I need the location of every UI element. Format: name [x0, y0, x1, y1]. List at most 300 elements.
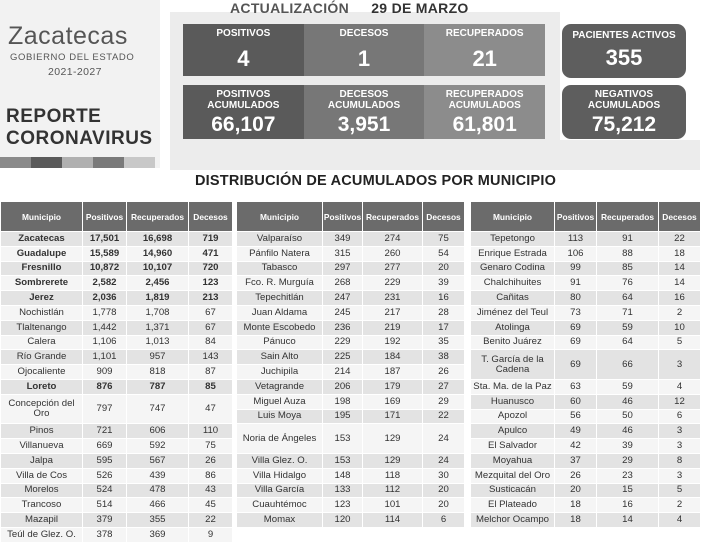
recovered-count: 59 — [597, 320, 659, 335]
table-row — [471, 379, 701, 394]
positive-count: 1,442 — [83, 320, 127, 335]
table-row — [471, 424, 701, 439]
table-row — [237, 320, 465, 335]
recovered-count: 747 — [127, 394, 189, 424]
positive-count: 245 — [323, 305, 363, 320]
positive-count: 268 — [323, 276, 363, 291]
municipality-name: Luis Moya — [237, 409, 323, 424]
positive-count: 349 — [323, 232, 363, 247]
positive-count: 18 — [555, 498, 597, 513]
deaths-count: 20 — [423, 261, 465, 276]
positive-count: 63 — [555, 379, 597, 394]
deaths-count: 39 — [423, 276, 465, 291]
deaths-count: 6 — [659, 409, 701, 424]
recovered-count: 23 — [597, 468, 659, 483]
positive-count: 2,036 — [83, 291, 127, 306]
deaths-count: 84 — [189, 335, 233, 350]
brand-color-bar — [0, 157, 155, 168]
municipality-name: Fco. R. Murguía — [237, 276, 323, 291]
recovered-count: 14 — [597, 513, 659, 528]
table-row — [471, 305, 701, 320]
deaths-count: 3 — [659, 468, 701, 483]
municipality-name: Pinos — [1, 424, 83, 439]
table-row — [237, 305, 465, 320]
daily-recovered-value: 21 — [472, 46, 497, 71]
municipality-name: Genaro Codina — [471, 261, 555, 276]
positive-count: 378 — [83, 527, 127, 542]
recovered-count: 466 — [127, 498, 189, 513]
municipality-name: Huanusco — [471, 394, 555, 409]
municipality-name: Noria de Ángeles — [237, 424, 323, 454]
deaths-count: 26 — [423, 365, 465, 380]
municipality-name: Ojocaliente — [1, 365, 83, 380]
recovered-count: 46 — [597, 424, 659, 439]
distribution-title: DISTRIBUCIÓN DE ACUMULADOS POR MUNICIPIO — [195, 173, 557, 189]
municipality-name: Villa García — [237, 483, 323, 498]
positive-count: 206 — [323, 379, 363, 394]
deaths-count: 35 — [423, 335, 465, 350]
positive-count: 153 — [323, 424, 363, 454]
color-bar-segment — [93, 157, 124, 168]
table-row — [471, 498, 701, 513]
color-bar-segment — [0, 157, 31, 168]
municipality-name: Villa Hidalgo — [237, 468, 323, 483]
table-row — [1, 513, 233, 528]
positive-count: 113 — [555, 232, 597, 247]
table-row — [237, 365, 465, 380]
header-background-right — [485, 140, 700, 170]
table-row — [471, 453, 701, 468]
deaths-count: 8 — [659, 453, 701, 468]
acc-recovered — [424, 85, 545, 139]
municipality-name: Fresnillo — [1, 261, 83, 276]
table-row — [1, 468, 233, 483]
municipality-name: Calera — [1, 335, 83, 350]
deaths-count: 4 — [659, 513, 701, 528]
daily-deaths — [304, 24, 425, 76]
deaths-count: 24 — [423, 453, 465, 468]
deaths-count: 719 — [189, 232, 233, 247]
municipality-name: Sombrerete — [1, 276, 83, 291]
positive-count: 595 — [83, 453, 127, 468]
acc-positive — [183, 85, 304, 139]
municipality-name: Cañitas — [471, 291, 555, 306]
recovered-count: 818 — [127, 365, 189, 380]
table-row — [237, 350, 465, 365]
recovered-count: 64 — [597, 291, 659, 306]
municipality-name: Mezquital del Oro — [471, 468, 555, 483]
recovered-count: 71 — [597, 305, 659, 320]
col-municipio: Municipio — [237, 202, 323, 232]
table-row — [237, 468, 465, 483]
municipality-name: Miguel Auza — [237, 394, 323, 409]
municipality-name: Villa de Cos — [1, 468, 83, 483]
table-row — [1, 320, 233, 335]
col-municipio: Municipio — [471, 202, 555, 232]
recovered-count: 15 — [597, 483, 659, 498]
recovered-count: 1,708 — [127, 305, 189, 320]
positive-count: 123 — [323, 498, 363, 513]
positive-count: 225 — [323, 350, 363, 365]
positive-count: 26 — [555, 468, 597, 483]
positive-count: 236 — [323, 320, 363, 335]
deaths-count: 213 — [189, 291, 233, 306]
daily-stats-pill — [183, 24, 545, 76]
daily-positive — [183, 24, 304, 76]
table-row — [237, 394, 465, 409]
daily-deaths-label: DECESOS — [339, 28, 389, 39]
table-row — [471, 291, 701, 306]
table-row — [237, 335, 465, 350]
deaths-count: 5 — [659, 483, 701, 498]
positive-count: 37 — [555, 453, 597, 468]
table-row — [1, 232, 233, 247]
acc-deaths-label: DECESOS ACUMULADOS — [327, 89, 401, 111]
municipality-name: Momax — [237, 513, 323, 528]
positive-count: 669 — [83, 439, 127, 454]
municipality-name: Jalpa — [1, 453, 83, 468]
deaths-count: 85 — [189, 379, 233, 394]
deaths-count: 86 — [189, 468, 233, 483]
municipality-name: El Salvador — [471, 439, 555, 454]
deaths-count: 22 — [189, 513, 233, 528]
table-row — [237, 246, 465, 261]
positive-count: 20 — [555, 483, 597, 498]
active-patients-label: PACIENTES ACTIVOS — [572, 30, 676, 41]
col-positivos: Positivos — [555, 202, 597, 232]
positive-count: 909 — [83, 365, 127, 380]
acc-positive-label: POSITIVOS ACUMULADOS — [207, 89, 280, 111]
positive-count: 153 — [323, 453, 363, 468]
deaths-count: 10 — [659, 320, 701, 335]
brand-panel — [0, 0, 160, 168]
municipality-name: Concepción del Oro — [1, 394, 83, 424]
recovered-count: 88 — [597, 246, 659, 261]
negatives-value: 75,212 — [591, 113, 657, 136]
deaths-count: 29 — [423, 394, 465, 409]
municipality-name: Río Grande — [1, 350, 83, 365]
municipality-name: Pánuco — [237, 335, 323, 350]
municipality-name: Chalchihuites — [471, 276, 555, 291]
positive-count: 797 — [83, 394, 127, 424]
deaths-count: 26 — [189, 453, 233, 468]
municipality-name: Benito Juárez — [471, 335, 555, 350]
recovered-count: 187 — [363, 365, 423, 380]
report-title-line1: REPORTE — [6, 106, 102, 127]
color-bar-segment — [62, 157, 93, 168]
recovered-count: 118 — [363, 468, 423, 483]
table-row — [471, 335, 701, 350]
table-row — [1, 527, 233, 542]
table-row — [237, 232, 465, 247]
recovered-count: 192 — [363, 335, 423, 350]
positive-count: 69 — [555, 335, 597, 350]
deaths-count: 30 — [423, 468, 465, 483]
col-decesos: Decesos — [423, 202, 465, 232]
table-row — [471, 276, 701, 291]
positive-count: 120 — [323, 513, 363, 528]
municipality-name: Villa Glez. O. — [237, 453, 323, 468]
deaths-count: 54 — [423, 246, 465, 261]
table-row — [1, 498, 233, 513]
table-row — [1, 394, 233, 424]
positive-count: 1,101 — [83, 350, 127, 365]
table-row — [1, 365, 233, 380]
deaths-count: 110 — [189, 424, 233, 439]
municipality-name: Atolinga — [471, 320, 555, 335]
deaths-count: 4 — [659, 379, 701, 394]
positive-count: 17,501 — [83, 232, 127, 247]
recovered-count: 217 — [363, 305, 423, 320]
municipality-table-2 — [236, 201, 465, 528]
recovered-count: 439 — [127, 468, 189, 483]
municipality-name: Morelos — [1, 483, 83, 498]
deaths-count: 22 — [659, 232, 701, 247]
positive-count: 195 — [323, 409, 363, 424]
positive-count: 514 — [83, 498, 127, 513]
table-row — [1, 453, 233, 468]
recovered-count: 169 — [363, 394, 423, 409]
col-recuperados: Recuperados — [127, 202, 189, 232]
table-row — [237, 483, 465, 498]
col-decesos: Decesos — [189, 202, 233, 232]
municipality-name: El Plateado — [471, 498, 555, 513]
deaths-count: 28 — [423, 305, 465, 320]
recovered-count: 50 — [597, 409, 659, 424]
brand-subtitle: GOBIERNO DEL ESTADO — [10, 52, 135, 63]
municipality-name: Jiménez del Teul — [471, 305, 555, 320]
positive-count: 1,106 — [83, 335, 127, 350]
table-row — [471, 261, 701, 276]
active-patients-box — [562, 24, 686, 78]
report-title-line2: CORONAVIRUS — [6, 128, 153, 149]
positive-count: 229 — [323, 335, 363, 350]
recovered-count: 355 — [127, 513, 189, 528]
brand-period: 2021-2027 — [48, 66, 102, 78]
col-recuperados: Recuperados — [363, 202, 423, 232]
table-row — [471, 483, 701, 498]
municipality-name: Jerez — [1, 291, 83, 306]
positive-count: 91 — [555, 276, 597, 291]
positive-count: 2,582 — [83, 276, 127, 291]
deaths-count: 14 — [659, 276, 701, 291]
municipality-name: Cuauhtémoc — [237, 498, 323, 513]
positive-count: 42 — [555, 439, 597, 454]
municipality-name: Apozol — [471, 409, 555, 424]
table-row — [471, 439, 701, 454]
positive-count: 297 — [323, 261, 363, 276]
municipality-name: Juan Aldama — [237, 305, 323, 320]
municipality-name: Tabasco — [237, 261, 323, 276]
table-row — [237, 261, 465, 276]
recovered-count: 1,371 — [127, 320, 189, 335]
table-row — [471, 320, 701, 335]
municipality-name: Melchor Ocampo — [471, 513, 555, 528]
municipality-name: Villanueva — [1, 439, 83, 454]
deaths-count: 20 — [423, 498, 465, 513]
municipality-name: Monte Escobedo — [237, 320, 323, 335]
recovered-count: 277 — [363, 261, 423, 276]
table-row — [1, 276, 233, 291]
recovered-count: 64 — [597, 335, 659, 350]
positive-count: 73 — [555, 305, 597, 320]
color-bar-segment — [31, 157, 62, 168]
recovered-count: 112 — [363, 483, 423, 498]
deaths-count: 3 — [659, 424, 701, 439]
positive-count: 148 — [323, 468, 363, 483]
daily-deaths-value: 1 — [357, 46, 371, 71]
recovered-count: 10,107 — [127, 261, 189, 276]
municipality-name: Tlaltenango — [1, 320, 83, 335]
negatives-box — [562, 85, 686, 139]
deaths-count: 16 — [659, 291, 701, 306]
table-row — [1, 246, 233, 261]
acc-positive-value: 66,107 — [211, 113, 276, 136]
municipality-name: T. García de la Cadena — [471, 350, 555, 380]
recovered-count: 957 — [127, 350, 189, 365]
positive-count: 15,589 — [83, 246, 127, 261]
update-label: ACTUALIZACIÓN — [230, 0, 349, 16]
positive-count: 60 — [555, 394, 597, 409]
col-municipio: Municipio — [1, 202, 83, 232]
table-row — [237, 513, 465, 528]
table-row — [471, 513, 701, 528]
table-row — [1, 424, 233, 439]
positive-count: 99 — [555, 261, 597, 276]
deaths-count: 67 — [189, 320, 233, 335]
deaths-count: 14 — [659, 261, 701, 276]
deaths-count: 38 — [423, 350, 465, 365]
municipality-name: Guadalupe — [1, 246, 83, 261]
table-row — [471, 409, 701, 424]
municipality-name: Apulco — [471, 424, 555, 439]
positive-count: 379 — [83, 513, 127, 528]
positive-count: 49 — [555, 424, 597, 439]
table-row — [1, 379, 233, 394]
acc-deaths-value: 3,951 — [337, 113, 391, 136]
positive-count: 133 — [323, 483, 363, 498]
municipality-name: Tepechitlán — [237, 291, 323, 306]
table-row — [471, 468, 701, 483]
municipality-name: Moyahua — [471, 453, 555, 468]
recovered-count: 16 — [597, 498, 659, 513]
deaths-count: 45 — [189, 498, 233, 513]
deaths-count: 16 — [423, 291, 465, 306]
municipality-name: Enrique Estrada — [471, 246, 555, 261]
deaths-count: 43 — [189, 483, 233, 498]
table-row — [1, 335, 233, 350]
deaths-count: 67 — [189, 305, 233, 320]
recovered-count: 219 — [363, 320, 423, 335]
deaths-count: 3 — [659, 350, 701, 380]
col-positivos: Positivos — [323, 202, 363, 232]
municipality-name: Mazapil — [1, 513, 83, 528]
recovered-count: 114 — [363, 513, 423, 528]
daily-recovered — [424, 24, 545, 76]
table-row — [1, 483, 233, 498]
municipality-table-1 — [0, 201, 233, 543]
positive-count: 1,778 — [83, 305, 127, 320]
deaths-count: 2 — [659, 305, 701, 320]
active-patients-value: 355 — [605, 45, 643, 70]
update-date: 29 DE MARZO — [371, 0, 469, 16]
recovered-count: 16,698 — [127, 232, 189, 247]
positive-count: 876 — [83, 379, 127, 394]
deaths-count: 5 — [659, 335, 701, 350]
municipality-name: Tepetongo — [471, 232, 555, 247]
recovered-count: 46 — [597, 394, 659, 409]
deaths-count: 6 — [423, 513, 465, 528]
table-row — [237, 276, 465, 291]
deaths-count: 27 — [423, 379, 465, 394]
table-row — [237, 291, 465, 306]
recovered-count: 184 — [363, 350, 423, 365]
table-row — [1, 291, 233, 306]
daily-recovered-label: RECUPERADOS — [445, 28, 524, 39]
recovered-count: 592 — [127, 439, 189, 454]
deaths-count: 22 — [423, 409, 465, 424]
positive-count: 56 — [555, 409, 597, 424]
recovered-count: 787 — [127, 379, 189, 394]
recovered-count: 14,960 — [127, 246, 189, 261]
table-row — [471, 246, 701, 261]
deaths-count: 17 — [423, 320, 465, 335]
municipality-name: Zacatecas — [1, 232, 83, 247]
recovered-count: 171 — [363, 409, 423, 424]
deaths-count: 20 — [423, 483, 465, 498]
recovered-count: 91 — [597, 232, 659, 247]
recovered-count: 66 — [597, 350, 659, 380]
deaths-count: 2 — [659, 498, 701, 513]
recovered-count: 229 — [363, 276, 423, 291]
daily-positive-value: 4 — [237, 46, 250, 71]
recovered-count: 179 — [363, 379, 423, 394]
municipality-name: Teúl de Glez. O. — [1, 527, 83, 542]
recovered-count: 1,819 — [127, 291, 189, 306]
recovered-count: 1,013 — [127, 335, 189, 350]
table-row — [471, 232, 701, 247]
daily-positive-label: POSITIVOS — [216, 28, 271, 39]
positive-count: 247 — [323, 291, 363, 306]
municipality-name: Susticacán — [471, 483, 555, 498]
positive-count: 69 — [555, 320, 597, 335]
acc-deaths — [304, 85, 425, 139]
deaths-count: 75 — [189, 439, 233, 454]
recovered-count: 478 — [127, 483, 189, 498]
positive-count: 524 — [83, 483, 127, 498]
positive-count: 80 — [555, 291, 597, 306]
recovered-count: 369 — [127, 527, 189, 542]
deaths-count: 3 — [659, 439, 701, 454]
municipality-name: Trancoso — [1, 498, 83, 513]
table-row — [1, 439, 233, 454]
table-row — [1, 305, 233, 320]
municipality-table-3 — [470, 201, 701, 528]
table-row — [237, 424, 465, 454]
positive-count: 10,872 — [83, 261, 127, 276]
recovered-count: 260 — [363, 246, 423, 261]
recovered-count: 129 — [363, 424, 423, 454]
negatives-label: NEGATIVOS ACUMULADOS — [587, 89, 661, 111]
positive-count: 721 — [83, 424, 127, 439]
deaths-count: 24 — [423, 424, 465, 454]
recovered-count: 567 — [127, 453, 189, 468]
deaths-count: 12 — [659, 394, 701, 409]
deaths-count: 9 — [189, 527, 233, 542]
brand-title: Zacatecas — [8, 22, 128, 50]
deaths-count: 87 — [189, 365, 233, 380]
positive-count: 526 — [83, 468, 127, 483]
